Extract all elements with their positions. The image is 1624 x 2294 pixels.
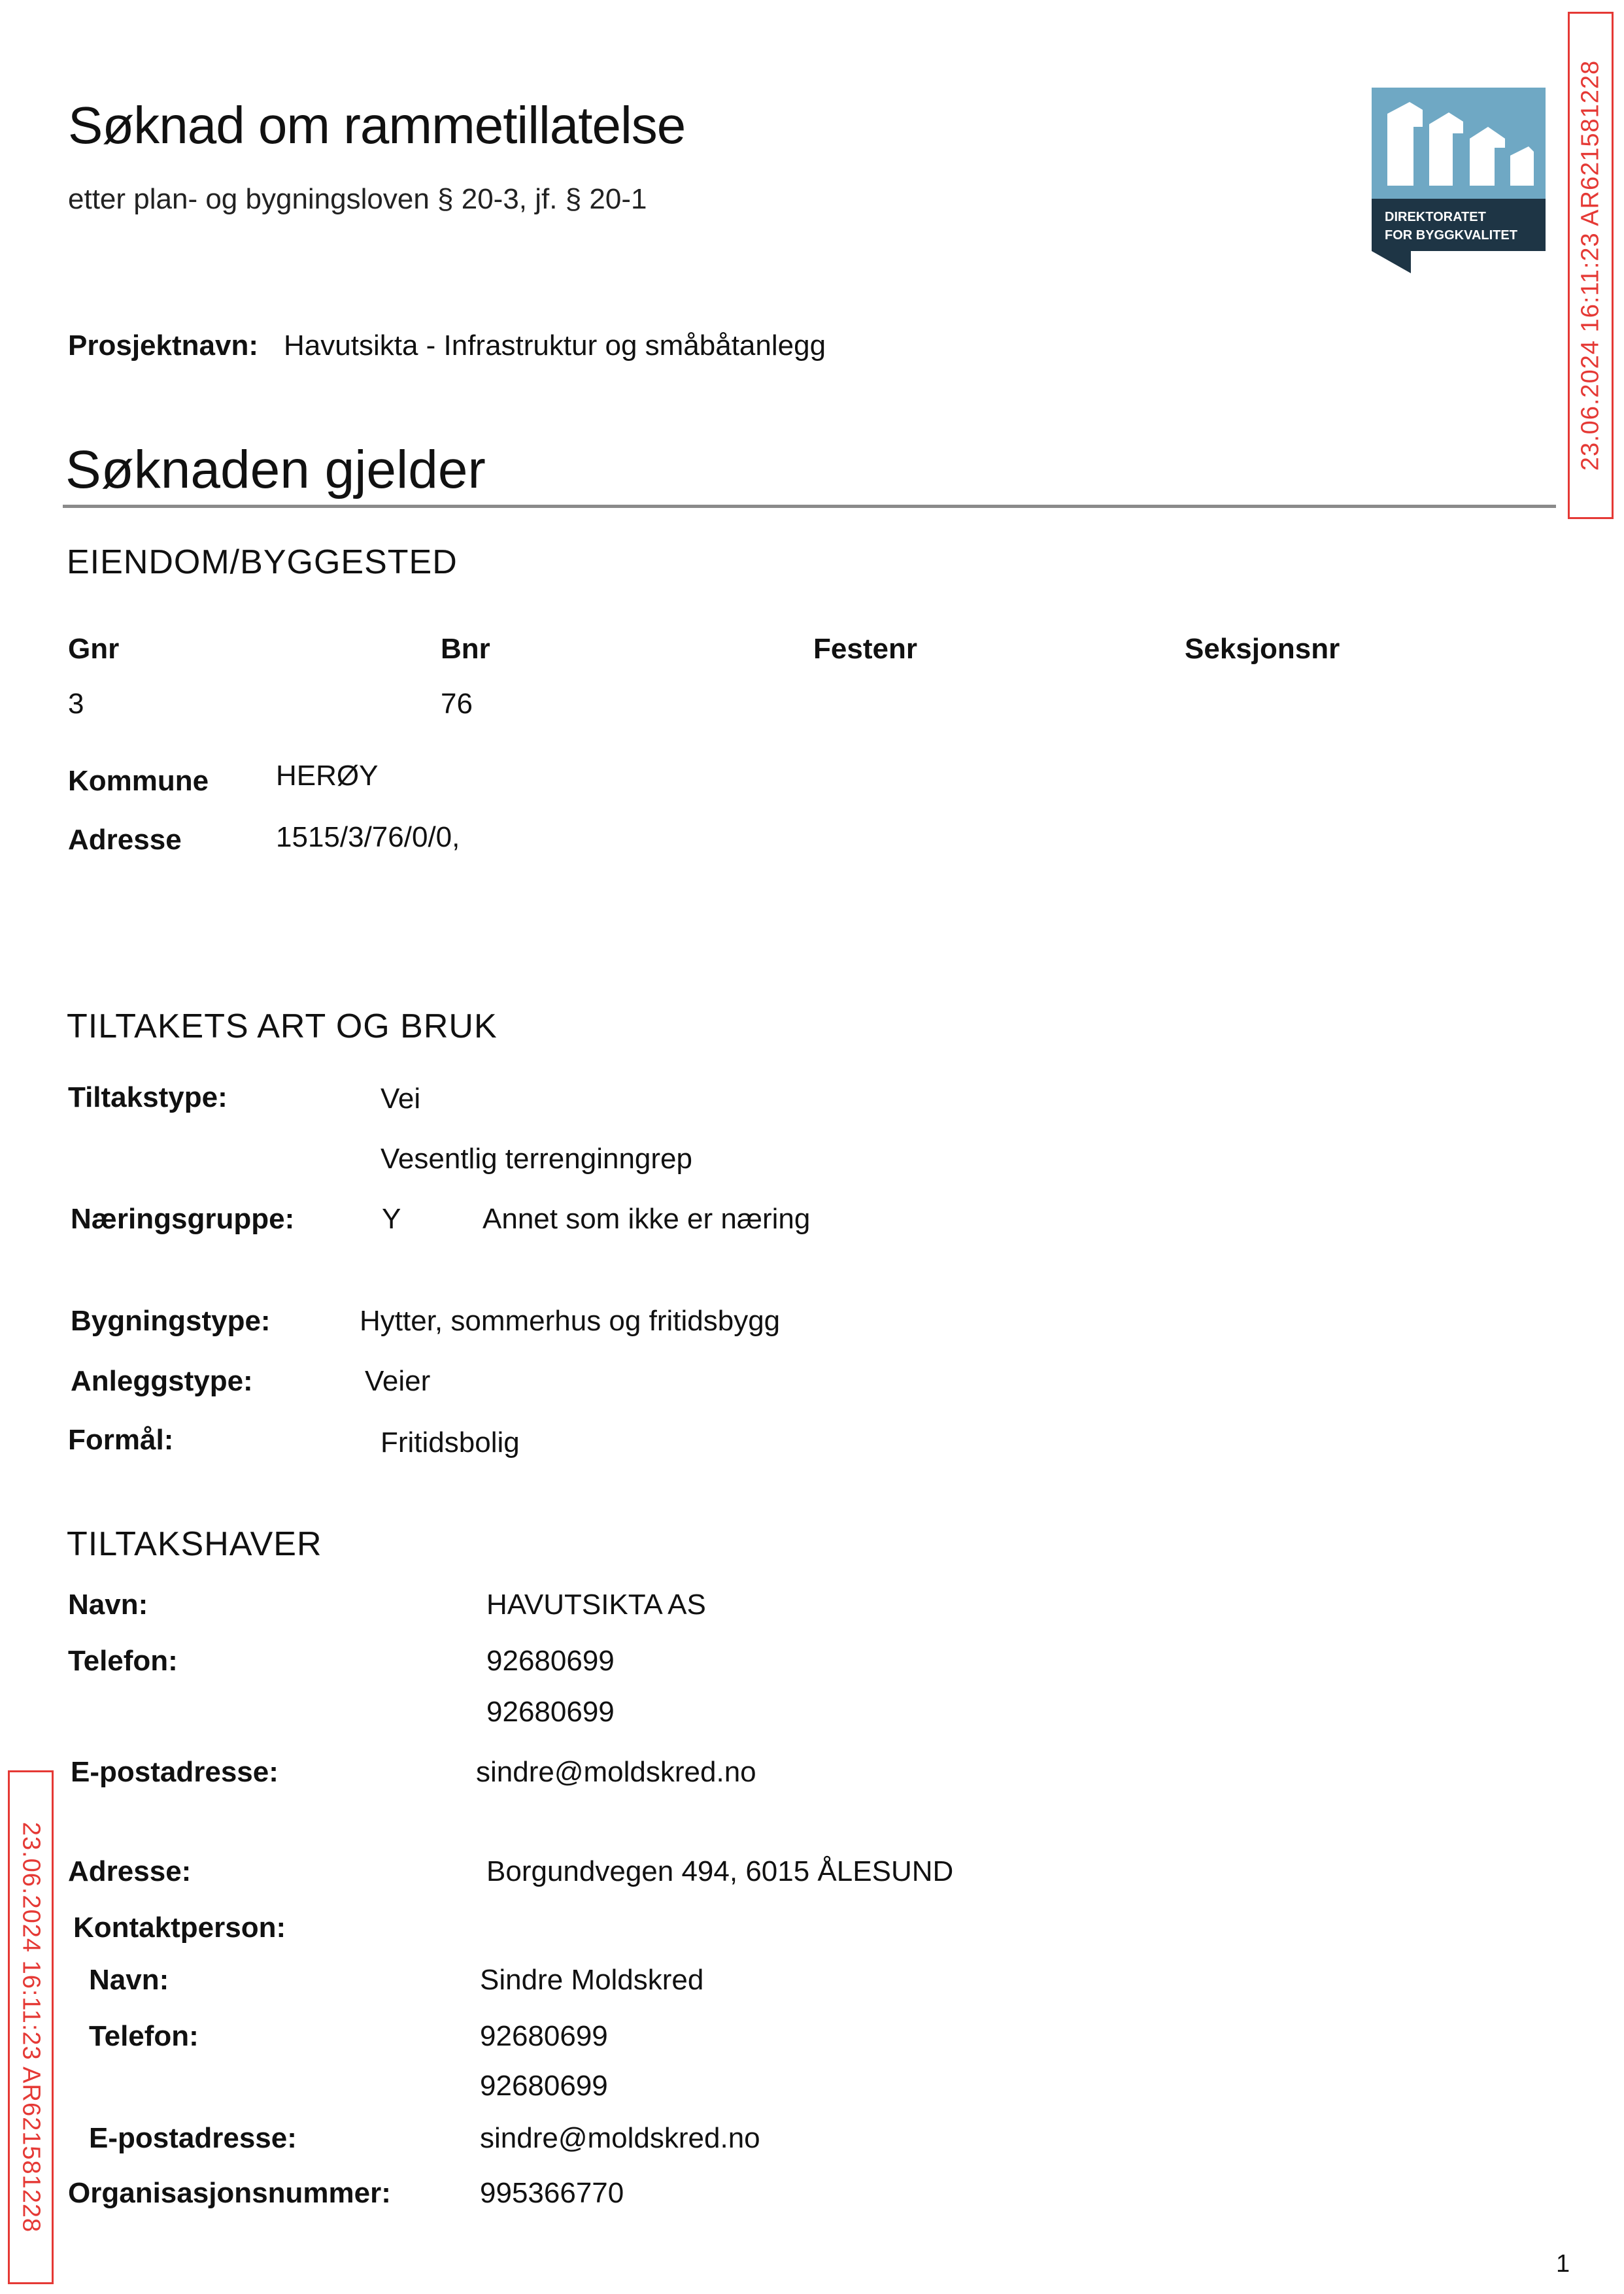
- tiltakstype-value-1: Vei: [381, 1083, 421, 1115]
- section-heading: Søknaden gjelder: [65, 440, 486, 499]
- gnr-value: 3: [68, 688, 84, 720]
- property-address-label: Adresse: [68, 824, 182, 856]
- contact-person-label: Kontaktperson:: [73, 1912, 286, 1944]
- archive-stamp-top: [1568, 12, 1614, 519]
- logo-line-2: FOR BYGGKVALITET: [1385, 228, 1517, 243]
- document-subtitle: etter plan- og bygningsloven § 20-3, jf. § 20-1: [68, 183, 647, 215]
- owner-name-label: Navn:: [68, 1589, 148, 1621]
- bygningstype-label: Bygningstype:: [71, 1305, 271, 1337]
- festenr-label: Festenr: [813, 633, 917, 665]
- seksjonsnr-label: Seksjonsnr: [1185, 633, 1340, 665]
- owner-phone-label: Telefon:: [68, 1645, 178, 1677]
- owner-phone-value-1: 92680699: [486, 1645, 615, 1677]
- owner-heading: TILTAKSHAVER: [67, 1525, 322, 1563]
- contact-name-label: Navn:: [89, 1964, 169, 1996]
- archive-stamp-left: [8, 1770, 54, 2284]
- logo-corner: [1372, 251, 1411, 273]
- formal-label: Formål:: [68, 1424, 174, 1456]
- logo-text-band: [1372, 199, 1546, 251]
- contact-phone-value-2: 92680699: [480, 2070, 608, 2102]
- anleggstype-label: Anleggstype:: [71, 1365, 253, 1397]
- bnr-label: Bnr: [441, 633, 490, 665]
- tiltakstype-label: Tiltakstype:: [68, 1081, 228, 1113]
- page-number: 1: [1556, 2250, 1570, 2278]
- owner-address-label: Adresse:: [68, 1855, 192, 1887]
- contact-phone-label: Telefon:: [89, 2020, 199, 2052]
- kommune-label: Kommune: [68, 765, 209, 797]
- property-heading: EIENDOM/BYGGESTED: [67, 543, 458, 581]
- project-label: Prosjektnavn:: [68, 329, 258, 362]
- anleggstype-value: Veier: [365, 1365, 431, 1397]
- orgnr-label: Organisasjonsnummer:: [68, 2177, 391, 2209]
- formal-value: Fritidsbolig: [381, 1426, 520, 1459]
- orgnr-value: 995366770: [480, 2177, 624, 2209]
- bygningstype-value: Hytter, sommerhus og fritidsbygg: [360, 1305, 781, 1337]
- archive-stamp-top-text: 23.06.2024 16:11:23 AR621581228: [1576, 59, 1604, 471]
- section-divider: [63, 505, 1556, 508]
- tiltakstype-value-2: Vesentlig terrenginngrep: [381, 1143, 692, 1175]
- owner-email-value: sindre@moldskred.no: [476, 1756, 756, 1788]
- archive-stamp-left-text: 23.06.2024 16:11:23 AR621581228: [17, 1821, 45, 2233]
- owner-email-label: E-postadresse:: [71, 1756, 279, 1788]
- naeringsgruppe-code: Y: [382, 1203, 401, 1235]
- document-title: Søknad om rammetillatelse: [68, 96, 686, 154]
- contact-phone-value-1: 92680699: [480, 2020, 608, 2052]
- project-name: Havutsikta - Infrastruktur og småbåtanlegg: [284, 329, 826, 362]
- naeringsgruppe-text: Annet som ikke er næring: [482, 1203, 811, 1235]
- measure-heading: TILTAKETS ART OG BRUK: [67, 1007, 498, 1045]
- owner-name-value: HAVUTSIKTA AS: [486, 1589, 706, 1621]
- owner-address-value: Borgundvegen 494, 6015 ÅLESUND: [486, 1855, 954, 1887]
- owner-phone-value-2: 92680699: [486, 1696, 615, 1728]
- dibk-logo: [1372, 88, 1546, 273]
- contact-name-value: Sindre Moldskred: [480, 1964, 704, 1996]
- naeringsgruppe-label: Næringsgruppe:: [71, 1203, 295, 1235]
- gnr-label: Gnr: [68, 633, 120, 665]
- bnr-value: 76: [441, 688, 473, 720]
- logo-line-1: DIREKTORATET: [1385, 210, 1486, 224]
- property-address-value: 1515/3/76/0/0,: [276, 821, 460, 853]
- kommune-value: HERØY: [276, 760, 379, 792]
- contact-email-label: E-postadresse:: [89, 2122, 297, 2154]
- contact-email-value: sindre@moldskred.no: [480, 2122, 760, 2154]
- dibk-logo-mark: [1372, 88, 1546, 273]
